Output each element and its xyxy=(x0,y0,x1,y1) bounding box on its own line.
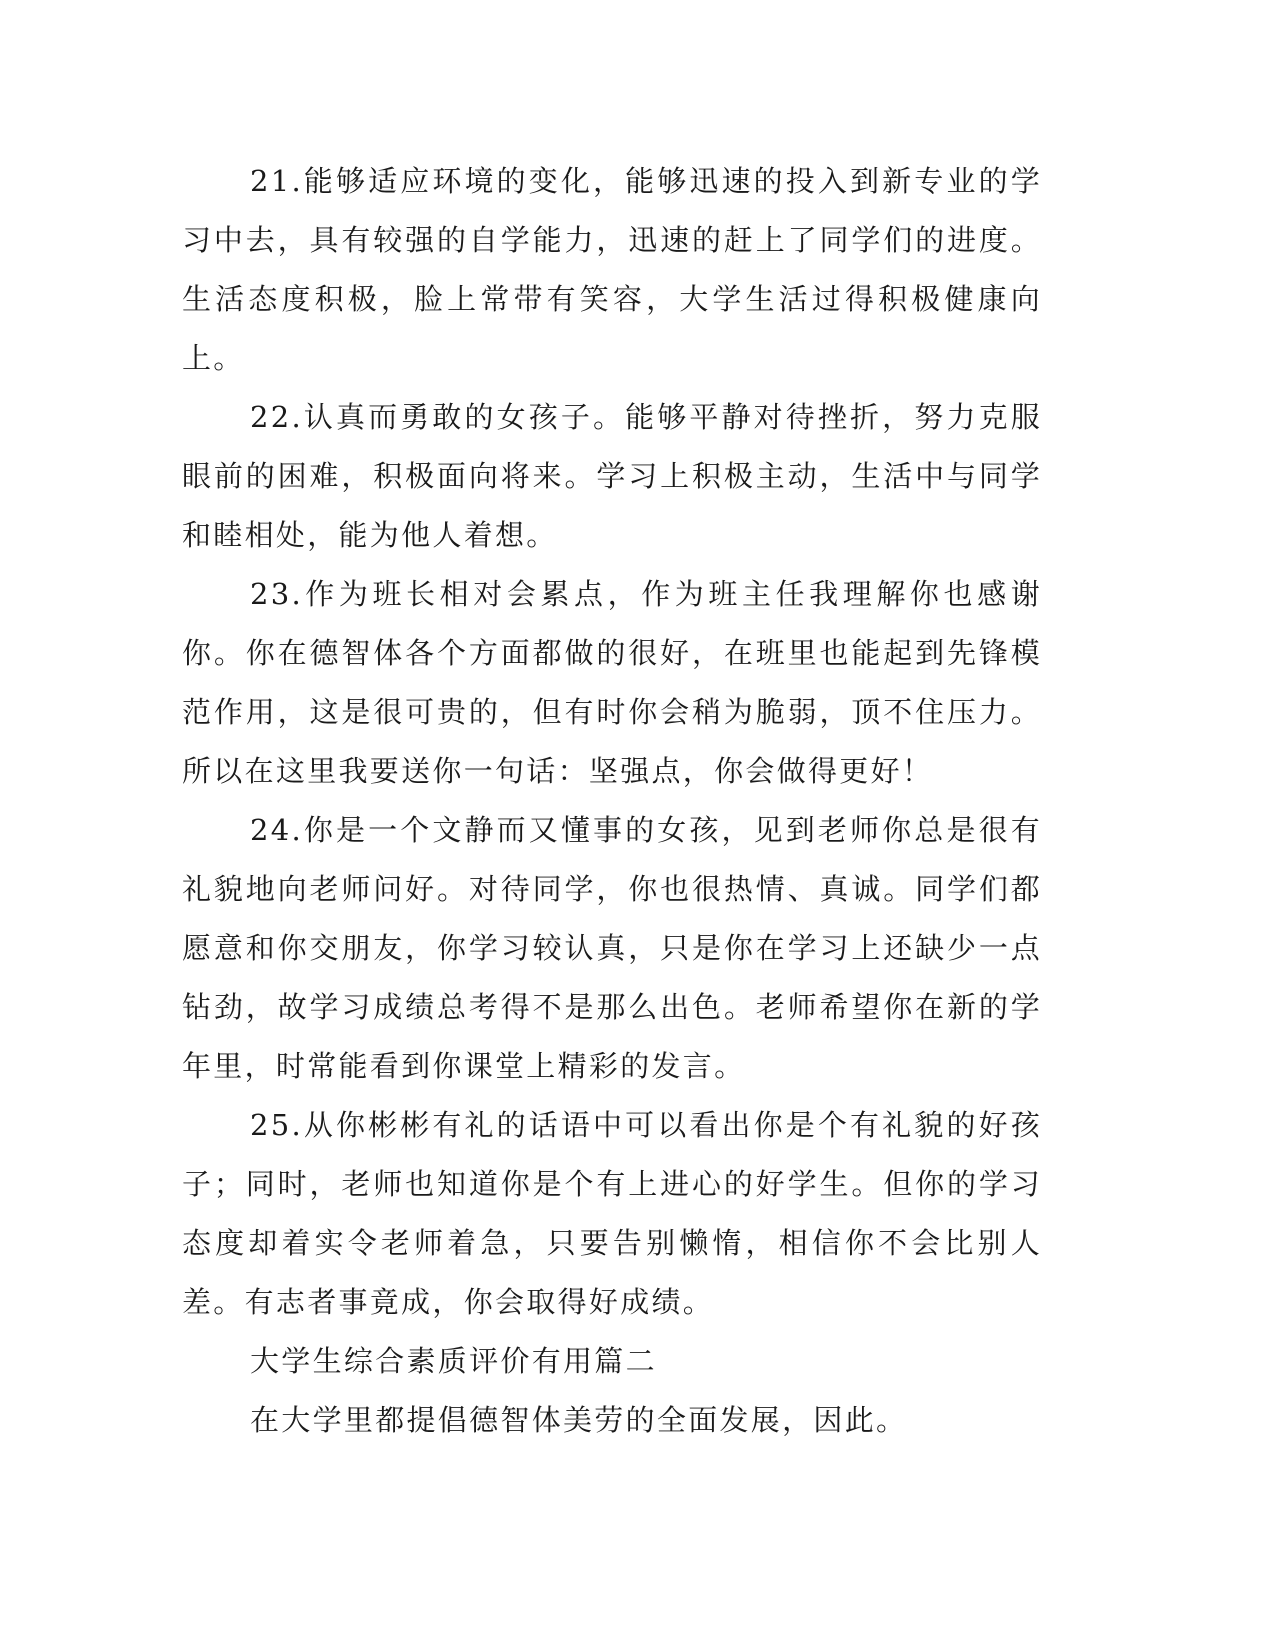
comment-paragraph-23: 23.作为班长相对会累点，作为班主任我理解你也感谢你。你在德智体各个方面都做的很好，在班里也能起到先锋模范作用，这是很可贵的，但有时你会稍为脆弱，顶不住压力。所以在这里我要送你一句话：坚强点，你会做得更好！ xyxy=(182,577,1042,788)
comment-paragraph-25: 25.从你彬彬有礼的话语中可以看出你是个有礼貌的好孩子；同时，老师也知道你是个有上进心的好学生。但你的学习态度却着实令老师着急，只要告别懒惰，相信你不会比别人差。有志者事竟成，你会取得好成绩。 xyxy=(182,1108,1042,1319)
comment-paragraph-21: 21.能够适应环境的变化，能够迅速的投入到新专业的学习中去，具有较强的自学能力，迅速的赶上了同学们的进度。生活态度积极，脸上常带有笑容，大学生活过得积极健康向上。 xyxy=(182,164,1042,375)
document-body xyxy=(182,152,1042,1450)
comment-paragraph-22: 22.认真而勇敢的女孩子。能够平静对待挫折，努力克服眼前的困难，积极面向将来。学习上积极主动，生活中与同学和睦相处，能为他人着想。 xyxy=(182,400,1042,552)
section-heading: 大学生综合素质评价有用篇二 xyxy=(250,1344,657,1378)
comment-paragraph-24: 24.你是一个文静而又懂事的女孩，见到老师你总是很有礼貌地向老师问好。对待同学，你也很热情、真诚。同学们都愿意和你交朋友，你学习较认真，只是你在学习上还缺少一点钻劲，故学习成绩总考得不是那么出色。老师希望你在新的学年里，时常能看到你课堂上精彩的发言。 xyxy=(182,813,1042,1083)
closing-paragraph: 在大学里都提倡德智体美劳的全面发展，因此。 xyxy=(250,1403,908,1437)
